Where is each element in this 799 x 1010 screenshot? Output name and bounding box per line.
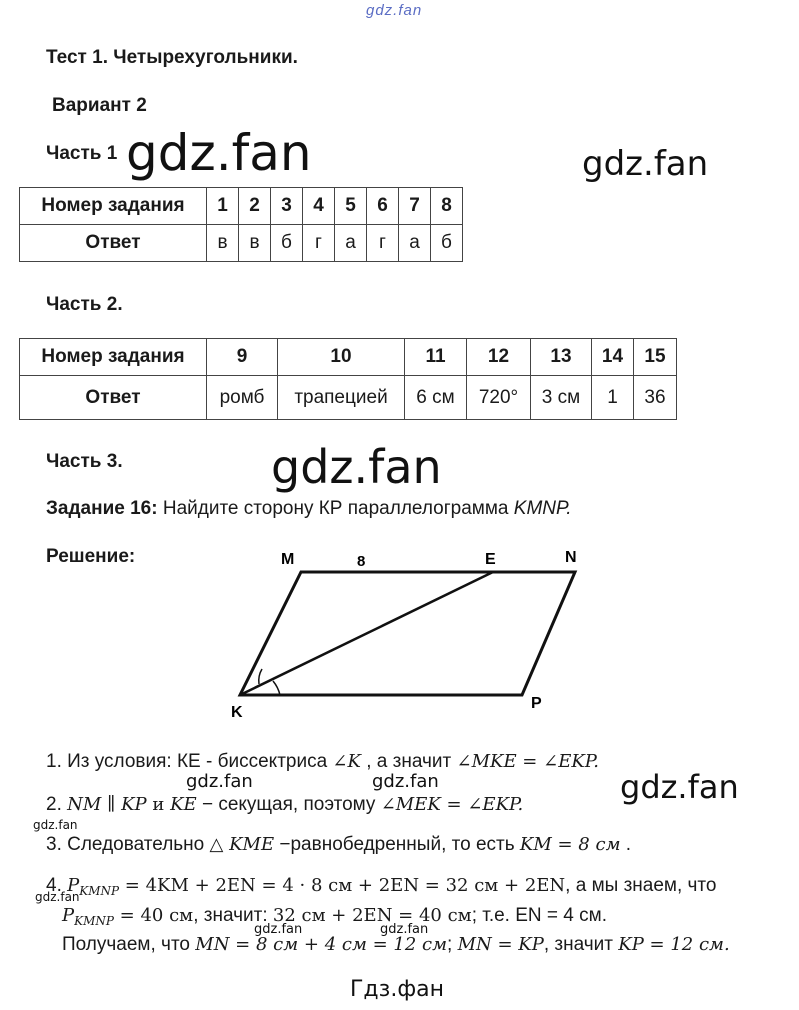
step-text: − секущая, поэтому <box>196 794 381 815</box>
task-number-cell: 4 <box>303 188 335 225</box>
solution-label: Решение: <box>46 546 136 567</box>
answer-cell: 6 см <box>405 376 467 420</box>
task-number-cell: 8 <box>431 188 463 225</box>
answer-cell: 720° <box>467 376 531 420</box>
parallelogram-kmnp <box>240 572 575 695</box>
answer-cell: 36 <box>634 376 677 420</box>
watermark-large-3: gdz.fan <box>271 440 442 494</box>
watermark-large-1: gdz.fan <box>126 124 312 182</box>
solution-step-2 <box>46 794 523 816</box>
task-number-cell: 3 <box>271 188 303 225</box>
answer-cell: а <box>399 225 431 262</box>
parallelogram-figure <box>225 540 595 725</box>
watermark-small-1: gdz.fan <box>186 771 253 792</box>
step-text: . <box>620 834 632 855</box>
step-math: KP = 12 см. <box>618 934 730 955</box>
part2-heading: Часть 2. <box>46 294 123 315</box>
step-text: −равнобедренный, то есть <box>274 834 520 855</box>
angle-arc-inner <box>259 669 262 684</box>
answer-cell: в <box>239 225 271 262</box>
step-text: , а значит <box>360 751 457 772</box>
vertex-label-k: K <box>231 704 243 721</box>
step-math: NM ∥ KP <box>67 794 147 815</box>
step-math: ∠MKE = ∠EKP. <box>456 751 599 772</box>
answer-cell: 3 см <box>531 376 592 420</box>
step-math: MN = 8 см + 4 см = 12 см <box>195 934 448 955</box>
step-math: 32 см + 2EN = 40 см <box>272 905 472 926</box>
answer-cell: г <box>303 225 335 262</box>
part3-heading: Часть 3. <box>46 451 123 472</box>
task-number-cell: 13 <box>531 339 592 376</box>
test-title: Тест 1. Четырехугольники. <box>46 47 298 68</box>
task-number-cell: 14 <box>592 339 634 376</box>
variant-title: Вариант 2 <box>52 95 147 116</box>
task-number-cell: 9 <box>207 339 278 376</box>
task-number-cell: 15 <box>634 339 677 376</box>
watermark-large-2: gdz.fan <box>582 144 709 184</box>
step-math: △ KME <box>209 834 275 855</box>
step-text: Получаем, что <box>62 934 196 955</box>
part2-answer-table <box>19 338 677 420</box>
task-number-cell: 10 <box>278 339 405 376</box>
answer-cell: 1 <box>592 376 634 420</box>
task-number-cell: 1 <box>207 188 239 225</box>
table-header-cell: Номер задания <box>20 188 207 225</box>
table-header-cell: Номер задания <box>20 339 207 376</box>
solution-step-4-line-2 <box>62 905 607 928</box>
step-text: 4. <box>46 875 68 896</box>
step-text: , а мы знаем, что <box>565 875 717 896</box>
step-math: P <box>67 875 80 896</box>
footer-watermark: Гдз.фан <box>350 977 444 1002</box>
task-number-cell: 7 <box>399 188 431 225</box>
step-text: 3. Следовательно <box>46 834 210 855</box>
part1-heading: Часть 1 <box>46 143 118 164</box>
solution-step-3 <box>46 834 631 856</box>
task16-text: Найдите сторону КР параллелограмма <box>157 498 514 519</box>
table-row <box>20 339 677 376</box>
side-length-label: 8 <box>357 553 366 570</box>
step-text: , значит <box>543 934 619 955</box>
solution-step-4 <box>46 875 717 898</box>
task-number-cell: 6 <box>367 188 399 225</box>
table-row <box>20 225 463 262</box>
answer-cell: а <box>335 225 367 262</box>
step-math: ∠MEK = ∠EKP. <box>380 794 524 815</box>
part1-answer-table <box>19 187 463 262</box>
vertex-label-p: P <box>531 695 542 712</box>
watermark-tiny-2: gdz.fan <box>35 890 80 904</box>
step-math-subscript: KMNP <box>74 914 114 928</box>
step-text: , значит: <box>193 905 273 926</box>
angle-arc-outer <box>273 681 280 695</box>
answer-cell: б <box>271 225 303 262</box>
task-number-cell: 11 <box>405 339 467 376</box>
step-math: KM = 8 см <box>519 834 621 855</box>
step-math: = 4KM + 2EN = 4 · 8 см + 2EN = 32 см + 2EN <box>119 875 566 896</box>
task16-label: Задание 16: <box>46 498 158 519</box>
task16-figure-name: KMNP. <box>513 498 572 519</box>
task16-statement <box>46 498 572 520</box>
watermark-tiny-3: gdz.fan <box>254 922 303 937</box>
answer-cell: трапецией <box>278 376 405 420</box>
watermark-large-4: gdz.fan <box>620 768 739 806</box>
answer-cell: б <box>431 225 463 262</box>
answer-cell: в <box>207 225 239 262</box>
task-number-cell: 5 <box>335 188 367 225</box>
vertex-label-e: E <box>485 551 496 568</box>
step-math: KE <box>170 794 197 815</box>
watermark-small-2: gdz.fan <box>372 771 439 792</box>
task-number-cell: 2 <box>239 188 271 225</box>
task-number-cell: 12 <box>467 339 531 376</box>
vertex-label-n: N <box>565 549 577 566</box>
step-math: = 40 см <box>113 905 194 926</box>
step-text: 2. <box>46 794 68 815</box>
table-header-cell: Ответ <box>20 376 207 420</box>
vertex-label-m: M <box>281 551 295 568</box>
table-row <box>20 376 677 420</box>
step-text: ; т.е. EN = 4 см. <box>471 905 607 926</box>
watermark-top: gdz.fan <box>366 2 423 19</box>
solution-step-4-line-3 <box>62 934 730 956</box>
watermark-tiny-4: gdz.fan <box>380 922 429 937</box>
step-text: 1. Из условия: КЕ - биссектриса <box>46 751 333 772</box>
answer-cell: ромб <box>207 376 278 420</box>
watermark-tiny-1: gdz.fan <box>33 818 78 832</box>
bisector-ke <box>240 572 493 695</box>
table-row <box>20 188 463 225</box>
solution-step-1 <box>46 751 599 773</box>
answer-cell: г <box>367 225 399 262</box>
step-math-subscript: KMNP <box>79 884 120 898</box>
step-text: ; <box>447 934 458 955</box>
step-math: ∠K <box>332 751 361 772</box>
step-math: P <box>62 905 75 926</box>
table-header-cell: Ответ <box>20 225 207 262</box>
step-text: и <box>146 794 171 815</box>
step-math: MN = KP <box>457 934 544 955</box>
